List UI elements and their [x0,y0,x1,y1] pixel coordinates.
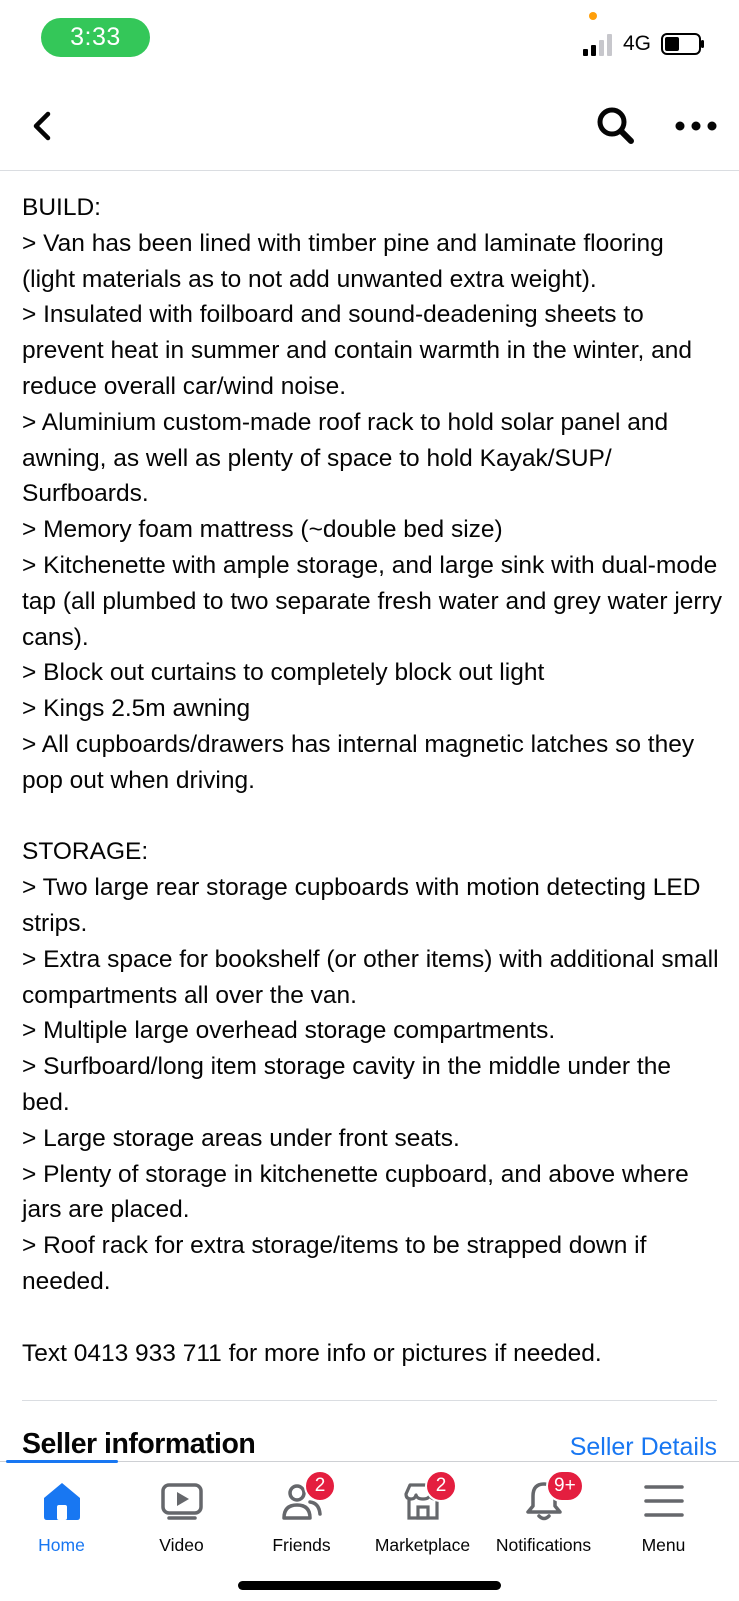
tab-label: Menu [641,1535,686,1555]
tab-label: Video [159,1535,204,1555]
notifications-badge: 9+ [546,1470,584,1502]
home-indicator [238,1581,501,1590]
tab-notifications[interactable] [482,1462,605,1562]
nav-bar [0,84,739,171]
tab-video[interactable] [120,1462,243,1562]
friends-badge: 2 [304,1470,336,1502]
divider [22,1400,717,1401]
tab-marketplace[interactable] [361,1462,484,1562]
tab-label: Marketplace [374,1535,471,1555]
tab-label: Home [38,1535,85,1555]
search-icon[interactable] [592,102,640,150]
menu-icon [643,1480,685,1522]
status-time: 3:33 [41,18,150,57]
tab-friends[interactable] [240,1462,363,1562]
tab-label: Friends [272,1535,331,1555]
signal-icon [583,34,617,56]
battery-icon [661,33,705,55]
tab-home[interactable] [0,1462,123,1562]
privacy-indicator-dot [589,12,597,20]
more-dots-icon[interactable] [672,106,720,146]
seller-details-link[interactable]: Seller Details [569,1433,717,1461]
tab-menu[interactable] [602,1462,725,1562]
marketplace-badge: 2 [425,1470,457,1502]
bottom-tab-bar [0,1461,739,1601]
listing-description: BUILD: > Van has been lined with timber pine and laminate flooring (light materials as to not add unwanted extra weight). > Insulated with foilboard and sound-deadening sheets to prevent heat in summer and contain warmth in the winter, and reduce overall car/wind noise. > Aluminium custom-made roof rack to hold solar panel and awning, as well as plenty of space to hold Kayak/SUP/ Surfboards. > Memory foam mattress (~double bed size) > Kitchenette with ample storage, and large sink with dual-mode tap (all plumbed to two separate fresh water and grey water jerry cans). > Block out curtains to completely block out light > Kings 2.5m awning > All cupboards/drawers has internal magnetic latches so they pop out when driving. STORAGE: > Two large rear storage cupboards with motion detecting LED strips. > Extra space for bookshelf (or other items) with additional small compartments all over the van. > Multiple large overhead storage compartments. > Surfboard/long item storage cavity in the middle under the bed. > Large storage areas under front seats. > Plenty of storage in kitchenette cupboard, and above where jars are placed. > Roof rack for extra storage/items to be strapped down if needed. Text 0413 933 711 for more info or pictures if needed. [22,194,722,1367]
status-bar [0,0,739,84]
video-icon [161,1480,203,1522]
seller-information-heading: Seller information [22,1428,256,1460]
network-type: 4G [623,32,652,55]
tab-label: Notifications [495,1535,592,1555]
home-icon [41,1480,83,1522]
back-chevron-icon[interactable] [22,104,66,148]
